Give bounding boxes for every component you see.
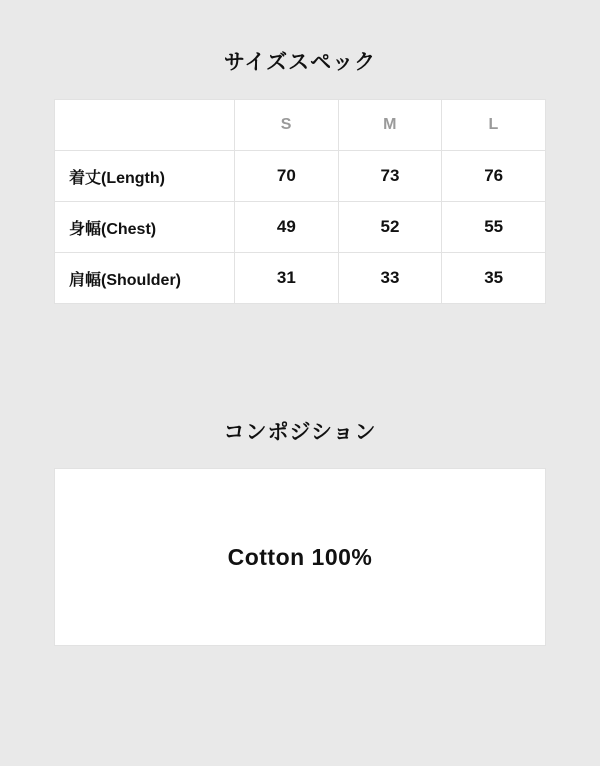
product-detail-page xyxy=(0,46,600,766)
size-spec-table-container xyxy=(54,99,546,304)
size-spec-table-body xyxy=(55,151,546,304)
row-label-chest: 身幅(Chest) xyxy=(55,202,235,253)
cell-chest-l: 55 xyxy=(442,202,546,253)
row-label-length: 着丈(Length) xyxy=(55,151,235,202)
table-corner-cell xyxy=(55,100,235,151)
composition-title: コンポジション xyxy=(223,421,377,444)
cell-shoulder-s: 31 xyxy=(235,253,339,304)
cell-shoulder-m: 33 xyxy=(338,253,442,304)
column-header-s: S xyxy=(235,100,339,151)
cell-shoulder-l: 35 xyxy=(442,253,546,304)
table-row xyxy=(55,151,546,202)
size-spec-table xyxy=(54,99,546,304)
cell-length-s: 70 xyxy=(235,151,339,202)
composition-panel xyxy=(54,468,546,646)
table-row xyxy=(55,253,546,304)
table-row xyxy=(55,202,546,253)
size-spec-title: サイズスペック xyxy=(223,51,377,74)
column-header-m: M xyxy=(338,100,442,151)
size-spec-table-header xyxy=(55,100,546,151)
cell-length-m: 73 xyxy=(338,151,442,202)
row-label-shoulder: 肩幅(Shoulder) xyxy=(55,253,235,304)
column-header-l: L xyxy=(442,100,546,151)
cell-chest-m: 52 xyxy=(338,202,442,253)
table-header-row xyxy=(55,100,546,151)
cell-chest-s: 49 xyxy=(235,202,339,253)
cell-length-l: 76 xyxy=(442,151,546,202)
composition-text: Cotton 100% xyxy=(227,543,373,570)
